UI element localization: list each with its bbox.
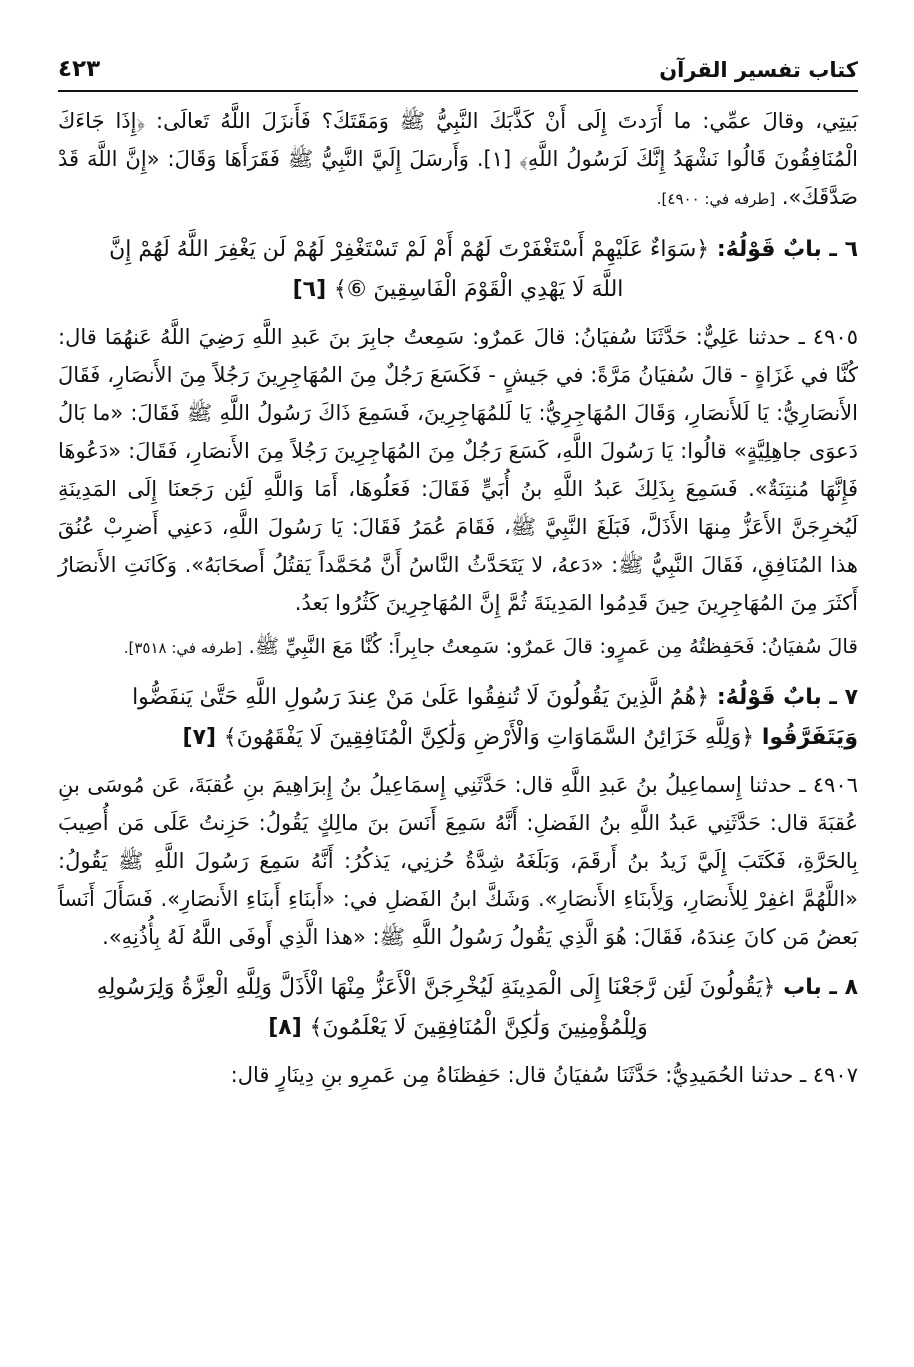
chapter-8-heading — [58, 968, 858, 1048]
top-paragraph-ref: [طرفه في: ٤٩٠٠]. — [656, 190, 776, 208]
chapter-7-verse-line2: ﴿وَلِلَّهِ خَزَائِنُ السَّمَاوَاتِ وَالْأَرْضِ وَلَٰكِنَّ الْمُنَافِقِينَ لَا يَفْقَهُونَ﴾ — [223, 725, 755, 750]
hadith-4906-text: ٤٩٠٦ ـ حدثنا إِسماعِيلُ بنُ عَبدِ اللَّهِ قال: حَدَّثَنِي إِسمَاعِيلُ بنُ إِبرَاهِيمَ بنِ عُقبَةَ، عَن مُوسَى بنِ عُقبَةَ قال: حَدَّثَنِي عَبدُ اللَّهِ بنُ الفَضلِ: أَنَّهُ سَمِعَ أَنَسَ بنَ مالِكٍ يَقُولُ: حَزِنتُ عَلَى مَن أُصِيبَ بِالحَرَّةِ، فَكَتَبَ إِلَيَّ زَيدُ بنُ أَرقَمَ، وَبَلَغَهُ شِدَّةُ حُزنِي، يَذكُرُ: أَنَّهُ سَمِعَ رَسُولَ اللَّهِ ﷺ يَقُولُ: «اللَّهُمَّ اغفِرْ لِلأَنصَارِ، وَلِأَبنَاءِ الأَنصَارِ». وَشَكَّ ابنُ الفَضلِ في: «أَبنَاءِ أَبنَاءِ الأَنصَارِ». فَسَأَلَ أَنَساً بَعضُ مَن كانَ عِندَهُ، فَقَالَ: هُوَ الَّذِي يَقُولُ رَسُولُ اللَّهِ ﷺ: «هذا الَّذِي أَوفَى اللَّهُ لَهُ بِأُذُنِهِ». — [58, 773, 858, 949]
hadith-4905-ref: [طرفه في: ٣٥١٨]. — [123, 639, 243, 657]
chapter-8-label: ٨ ـ باب — [783, 975, 858, 1000]
chapter-6-ayah-ref: [٦] — [292, 277, 327, 302]
page-header — [58, 52, 858, 92]
hadith-4907 — [58, 1056, 858, 1094]
hadith-4905-note-text: قالَ سُفيَانُ: فَحَفِظتُهُ مِن عَمرٍو: قالَ عَمرٌو: سَمِعتُ جابِراً: كُنَّا مَعَ النَّبِيِّ ﷺ. — [248, 634, 858, 658]
chapter-7-ayah-ref: [٧] — [182, 725, 217, 750]
chapter-8-verse-line2: وَلِلْمُؤْمِنِينَ وَلَٰكِنَّ الْمُنَافِقِينَ لَا يَعْلَمُونَ﴾ — [309, 1015, 648, 1040]
book-title: كتاب تفسير القرآن — [659, 58, 858, 82]
chapter-6-heading — [58, 230, 858, 310]
chapter-7-label: ٧ ـ بابٌ قَوْلُهُ: — [716, 685, 858, 710]
chapter-7-heading — [58, 678, 858, 758]
chapter-8-verse-line1: ﴿يَقُولُونَ لَئِن رَّجَعْنَا إِلَى الْمَدِينَةِ لَيُخْرِجَنَّ الْأَعَزُّ مِنْهَا الْأَذَلَّ وَلِلَّهِ الْعِزَّةُ وَلِرَسُولِهِ — [96, 975, 776, 1000]
chapter-6-label: ٦ ـ بابٌ قَوْلُهُ: — [716, 237, 858, 262]
hadith-4907-text: ٤٩٠٧ ـ حدثنا الحُمَيدِيُّ: حَدَّثَنَا سُفيَانُ قال: حَفِظنَاهُ مِن عَمرِو بنِ دِينَارٍ قال: — [230, 1063, 858, 1087]
header-rule — [58, 90, 858, 92]
hadith-4906 — [58, 766, 858, 956]
top-paragraph — [58, 102, 858, 218]
chapter-7-verse-line1: ﴿هُمُ الَّذِينَ يَقُولُونَ لَا تُنفِقُوا عَلَىٰ مَنْ عِندَ رَسُولِ اللَّهِ حَتَّىٰ يَنفَضُّوا — [132, 685, 710, 710]
page-number: ٤٢٣ — [58, 56, 101, 82]
hadith-4905 — [58, 318, 858, 622]
hadith-4905-text: ٤٩٠٥ ـ حدثنا عَلِيٌّ: حَدَّثَنَا سُفيَانُ: قالَ عَمرٌو: سَمِعتُ جابِرَ بنَ عَبدِ اللَّهِ رَضِيَ اللَّهُ عَنهُمَا قال: كُنَّا في غَزَاةٍ - قالَ سُفيَانُ مَرَّةً: في جَيشٍ - فَكَسَعَ رَجُلٌ مِنَ المُهَاجِرِينَ رَجُلاً مِنَ الأَنصَارِ، فَقَالَ الأَنصَارِيُّ: يَا لَلأَنصَارِ، وَقَالَ المُهَاجِرِيُّ: يَا لَلمُهَاجِرِينَ، فَسَمِعَ ذَاكَ رَسُولُ اللَّهِ ﷺ فَقَالَ: «ما بَالُ دَعوَى جاهِلِيَّةٍ» قالُوا: يَا رَسُولَ اللَّهِ، كَسَعَ رَجُلٌ مِنَ المُهَاجِرِينَ رَجُلاً مِنَ الأَنصَارِ، فَقَالَ: «دَعُوهَا فَإِنَّهَا مُنتِنَةٌ». فَسَمِعَ بِذَلِكَ عَبدُ اللَّهِ بنُ أُبَيٍّ فَقَالَ: فَعَلُوهَا، أَمَا وَاللَّهِ لَئِن رَجَعنَا إِلَى المَدِينَةِ لَيُخرِجَنَّ الأَعَزُّ مِنهَا الأَذَلَّ، فَبَلَغَ النَّبِيَّ ﷺ، فَقَامَ عُمَرُ فَقَالَ: يَا رَسُولَ اللَّهِ، دَعنِي أَضرِبْ عُنُقَ هذا المُنَافِقِ، فَقَالَ النَّبِيُّ ﷺ: «دَعهُ، لا يَتَحَدَّثُ النَّاسُ أَنَّ مُحَمَّداً يَقتُلُ أَصحَابَهُ». وَكَانَتِ الأَنصَارُ أَكثَرَ مِنَ المُهَاجِرِينَ حِينَ قَدِمُوا المَدِينَةَ ثُمَّ إِنَّ المُهَاجِرِينَ كَثُرُوا بَعدُ. — [58, 325, 858, 615]
page-content — [58, 102, 858, 1367]
chapter-8-ayah-ref: [٨] — [268, 1015, 302, 1040]
chapter-7-line2-prefix: وَيَتَفَرَّقُوا — [761, 725, 858, 750]
top-paragraph-text: بَيتِي، وقالَ عمِّي: ما أَرَدتَ إِلَى أَنْ كَذَّبَكَ النَّبِيُّ ﷺ وَمَقَتَكَ؟ فَأَنزَلَ اللَّهُ تَعالَى: ﴿إِذَا جَاءَكَ الْمُنَافِقُونَ قَالُوا نَشْهَدُ إِنَّكَ لَرَسُولُ اللَّهِ﴾ [١]. وَأَرسَلَ إِلَيَّ النَّبِيُّ ﷺ فَقَرَأَهَا وَقَالَ: «إِنَّ اللَّهَ قَدْ صَدَّقَكَ». — [58, 109, 859, 209]
chapter-6-verse-line2: اللَّهَ لَا يَهْدِي الْقَوْمَ الْفَاسِقِينَ ⑥﴾ — [333, 277, 624, 302]
hadith-4905-note — [58, 628, 858, 666]
chapter-6-verse-line1: ﴿سَوَاءٌ عَلَيْهِمْ أَسْتَغْفَرْتَ لَهُمْ أَمْ لَمْ تَسْتَغْفِرْ لَهُمْ لَن يَغْفِرَ اللَّهُ لَهُمْ إِنَّ — [109, 237, 710, 262]
